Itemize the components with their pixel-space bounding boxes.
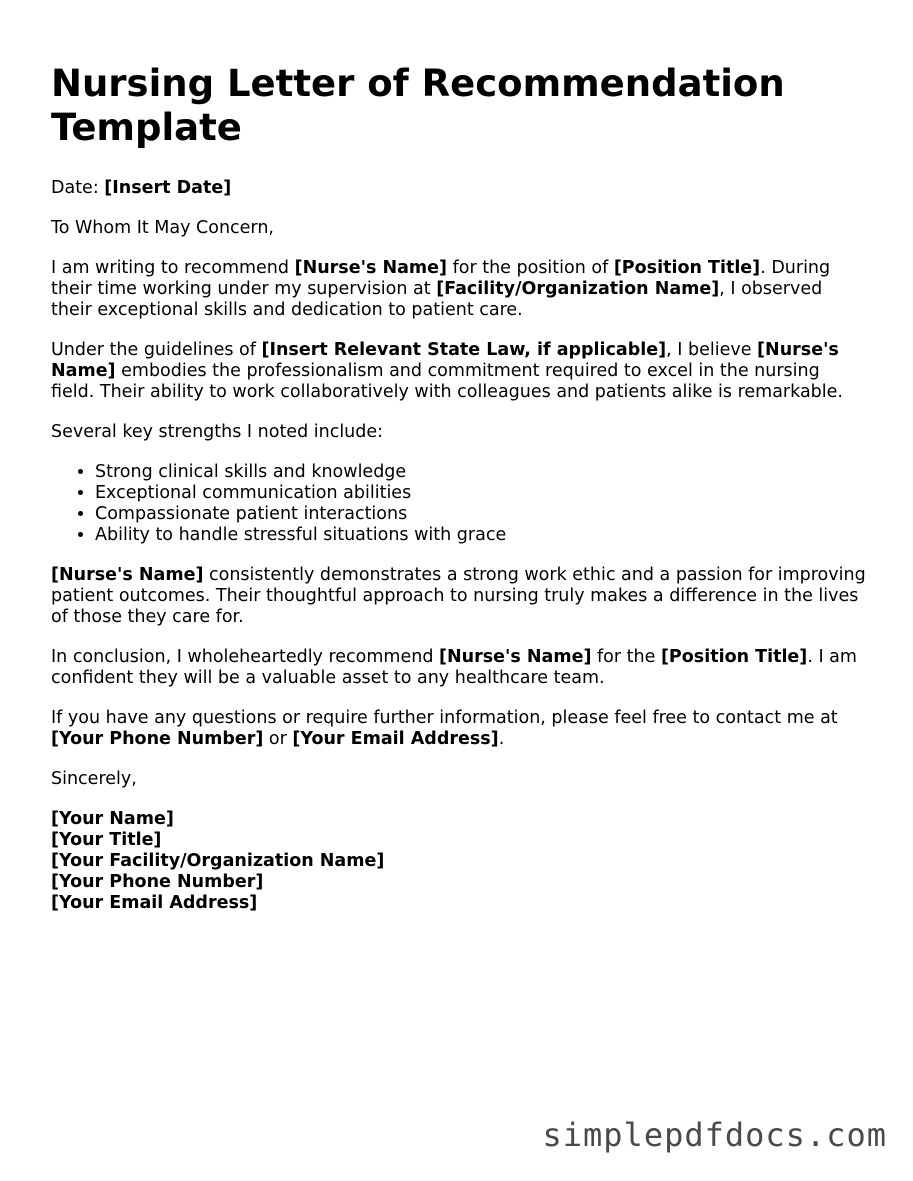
list-item: • Strong clinical skills and knowledge: [95, 462, 866, 483]
text-segment: consistently demonstrates a strong work ethic and a passion for improving patient outcomes. Their thoughtful approach to nursing truly makes a difference in the lives of those they care for.: [51, 565, 866, 627]
position-title-placeholder: [Position Title]: [660, 647, 808, 667]
phone-placeholder: [Your Phone Number]: [51, 729, 264, 749]
email-placeholder: [Your Email Address]: [292, 729, 499, 749]
text-segment: Under the guidelines of: [51, 340, 262, 360]
state-law-placeholder: [Insert Relevant State Law, if applicable]: [261, 340, 667, 360]
signature-title: [Your Title]: [51, 830, 162, 850]
paragraph-guidelines: [51, 340, 866, 403]
paragraph-work-ethic: [51, 565, 866, 628]
text-segment: . During their time working under my supervision at: [51, 258, 831, 299]
list-item: • Exceptional communication abilities: [95, 483, 866, 504]
position-title-placeholder: [Position Title]: [613, 258, 761, 278]
nurse-name-placeholder: [Nurse's Name]: [439, 647, 592, 667]
date-line: [51, 178, 866, 199]
date-placeholder: [Insert Date]: [104, 178, 232, 198]
strengths-list: [51, 462, 866, 546]
date-label: Date:: [51, 178, 105, 198]
facility-placeholder: [Facility/Organization Name]: [436, 279, 720, 299]
text-segment: , I observed their exceptional skills and dedication to patient care.: [51, 279, 823, 320]
list-item: • Ability to handle stressful situations with grace: [95, 525, 866, 546]
signature-phone: [Your Phone Number]: [51, 872, 264, 892]
paragraph-conclusion: [51, 647, 866, 689]
page-title: Nursing Letter of Recommendation Template: [51, 62, 785, 149]
text-segment: for the: [591, 647, 661, 667]
signature-facility: [Your Facility/Organization Name]: [51, 851, 385, 871]
text-segment: embodies the professionalism and commitment required to excel in the nursing field. Their ability to work collaboratively with colleagues and patients alike is remarkable.: [51, 361, 843, 402]
text-segment: , I believe: [666, 340, 758, 360]
paragraph-intro: [51, 258, 866, 321]
watermark: simplepdfdocs.com: [542, 1116, 887, 1154]
nurse-name-placeholder: [Nurse's Name]: [51, 565, 204, 585]
closing: Sincerely,: [51, 769, 137, 789]
nurse-name-placeholder: [Nurse's Name]: [294, 258, 448, 278]
text-segment: .: [498, 729, 505, 749]
text-segment: I am writing to recommend: [51, 258, 295, 278]
text-segment: or: [263, 729, 293, 749]
signature-email: [Your Email Address]: [51, 893, 258, 913]
letter-page: [51, 62, 866, 914]
text-segment: In conclusion, I wholeheartedly recommend: [51, 647, 439, 667]
list-item: • Compassionate patient interactions: [95, 504, 866, 525]
salutation: To Whom It May Concern,: [51, 218, 274, 238]
signature-block: [51, 809, 866, 914]
nurse-name-placeholder: [Nurse's Name]: [51, 340, 839, 381]
paragraph-contact: [51, 708, 866, 750]
strengths-intro: Several key strengths I noted include:: [51, 422, 384, 442]
signature-name: [Your Name]: [51, 809, 174, 829]
text-segment: If you have any questions or require further information, please feel free to contact me at: [51, 708, 838, 728]
text-segment: . I am confident they will be a valuable asset to any healthcare team.: [51, 647, 857, 688]
text-segment: for the position of: [447, 258, 614, 278]
